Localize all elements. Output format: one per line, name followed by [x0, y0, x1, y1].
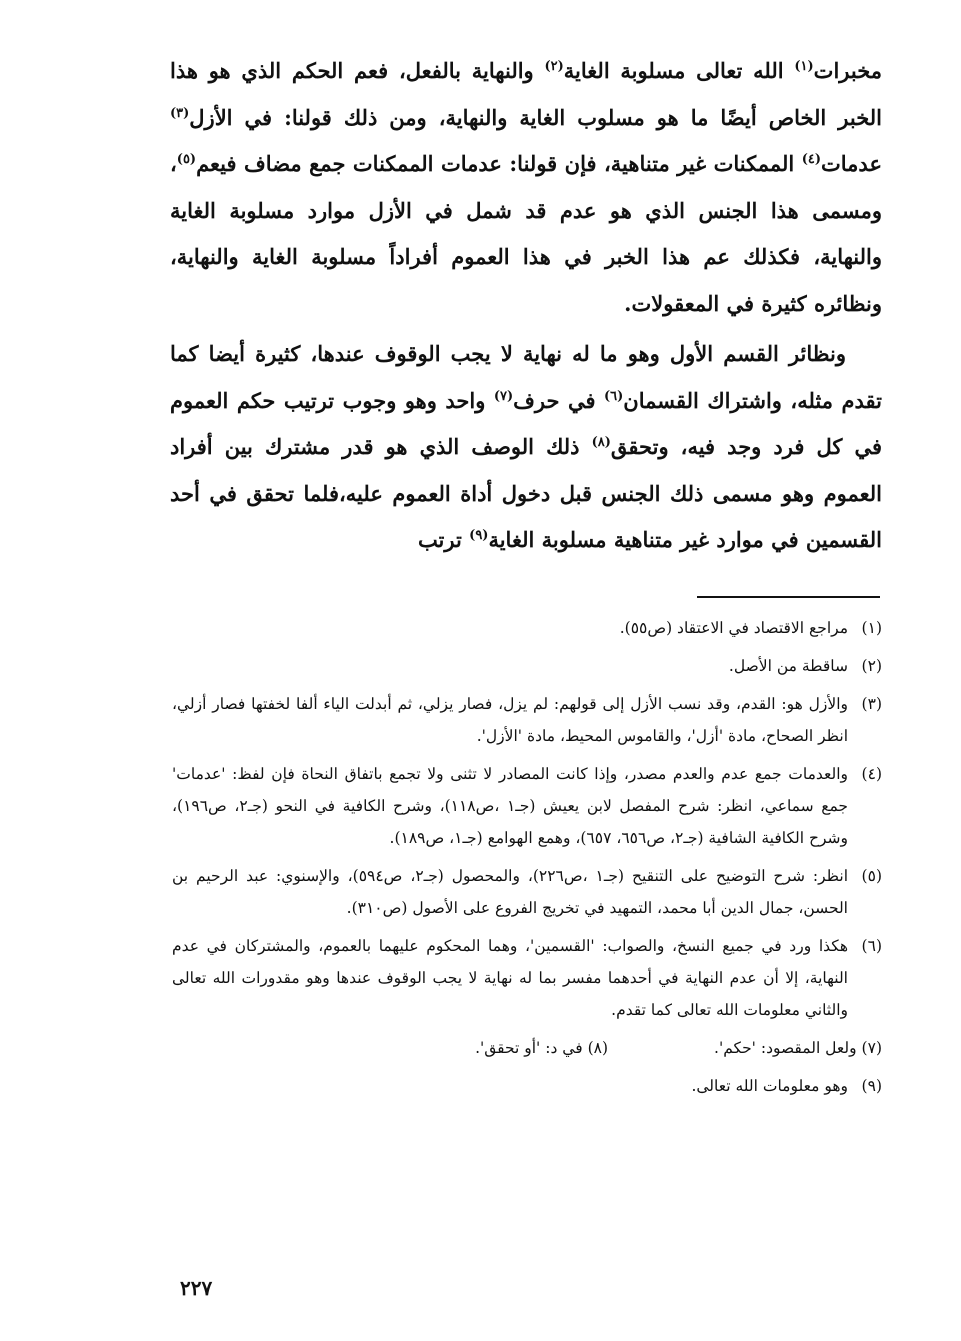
footnote-text: مراجع الاقتصاد في الاعتقاد (ص٥٥).	[619, 619, 848, 637]
footnote-number: (٩)	[861, 1077, 882, 1095]
text-run: ونظائر القسم الأول وهو ما له نهاية لا يجب الوقوف عندها، كثيرة أيضا كما تقدم مثله، واشتراك القسمان	[170, 341, 882, 413]
text-run: في حرف	[513, 387, 604, 413]
footnote-text: والعدمات جمع عدم والعدم مصدر، وإذا كانت المصادر لا تثنى ولا تجمع باتفاق النحاة فإن لفظ: 'عدمات' جمع سماعي، انظر: شرح المفصل لابن يعيش (جـ١ ،ص١١٨)، وشرح الكافية في النحو (جـ٢، ص١٩٦)، وشرح الكافية الشافية (جـ٢، ص٦٥٦، ٦٥٧)، وهمع الهوامع (جـ١، ص١٨٩).	[172, 765, 848, 847]
footnote-item	[172, 688, 882, 752]
footnote-ref: (٣)	[170, 105, 190, 121]
footnote-ref: (٥)	[176, 152, 197, 167]
footnote-text: في د: 'أو تحقق'.	[475, 1039, 583, 1057]
text-run: الممكنات غير متناهية، فإن قولنا: عدمات الممكنات جمع مضاف فيعم	[196, 151, 802, 176]
footnote-separator	[697, 596, 880, 598]
footnote-7	[714, 1032, 882, 1064]
footnote-text: انظر: شرح التوضيح على التنقيح (جـ١ ،ص٢٢٦)، والمحصول (جـ٢، ص٥٩٤)، والإسنوي: عبد الرحيم بن الحسن، جمال الدين أبا محمد، التمهيد في تخريج الفروع على الأصول (ص٣١٠).	[172, 867, 848, 917]
footnote-number: (٤)	[861, 765, 882, 783]
text-run: عدمات	[821, 151, 882, 176]
footnote-item	[172, 612, 882, 644]
footnote-ref: (١)	[794, 59, 814, 74]
main-text-body	[170, 48, 882, 564]
footnotes-section	[172, 612, 882, 1108]
footnote-number: (٦)	[861, 937, 882, 955]
footnote-ref: (٨)	[591, 435, 611, 450]
text-run: مخبرات	[813, 58, 883, 83]
footnote-number: (١)	[861, 619, 882, 637]
text-run: والنهاية بالفعل، فعم الحكم الذي هو هذا الخبر الخاص أيضًا ما هو مسلوب الغاية والنهاية، ومن ذلك قولنا: في الأزل	[170, 58, 882, 130]
text-run: ذلك الوصف الذي هو قدر مشترك بين أفراد العموم وهو مسمى ذلك الجنس قبل دخول أداة العموم عليه،فلما تحقق في أحد القسمين في موارد غير متناهية مسلوبة الغاية	[170, 434, 882, 552]
footnote-number: (٨)	[587, 1039, 609, 1057]
footnote-ref: (٦)	[603, 388, 624, 404]
text-run: ترتب	[417, 527, 470, 552]
footnote-text: والأزل هو: القدم، وقد نسب الأزل إلى قولهم: لم يزل، فصار يزلي، ثم أبدلت الياء ألفا لخفتها فصار أزلي، انظر الصحاح، مادة 'أزل'، والقاموس المحيط، مادة 'الأزل'.	[172, 695, 848, 745]
footnote-8	[475, 1032, 609, 1064]
text-run: الله تعالى مسلوبة الغاية	[563, 58, 795, 83]
footnote-ref: (٧)	[493, 388, 514, 404]
footnote-number: (٧)	[861, 1039, 882, 1057]
footnote-item	[172, 758, 882, 854]
footnote-text: ساقطة من الأصل.	[728, 657, 848, 675]
main-paragraph	[170, 331, 882, 564]
footnote-number: (٥)	[861, 867, 882, 885]
footnote-text: هكذا ورد في جميع النسخ، والصواب: 'القسمين'، وهما المحكوم عليهما بالعموم، والمشتركان في عدم النهاية، إلا أن عدم النهاية في أحدهما مفسر بما له نهاية لا يجب الوقوف عندها وهو مقدورات الله تعالى والثاني معلومات الله تعالى كما تقدم.	[172, 937, 848, 1019]
main-paragraph	[170, 48, 882, 327]
footnote-item	[172, 650, 882, 682]
footnote-item	[172, 860, 882, 924]
footnote-item	[172, 930, 882, 1026]
footnote-text: وهو معلومات الله تعالى.	[691, 1077, 848, 1095]
footnote-list	[172, 612, 882, 1026]
footnote-text: ولعل المقصود: 'حكم'.	[714, 1039, 857, 1057]
text-run: ، ومسمى هذا الجنس الذي هو عدم قد شمل في الأزل موارد مسلوبة الغاية والنهاية، فكذلك عم هذا الخبر في هذا العموم أفراداً مسلوبة الغاية والنهاية، ونظائره كثيرة في المعقولات.	[170, 151, 882, 316]
text-run: واحد وهو وجوب ترتيب حكم العموم في كل فرد وجد فيه، وتحقق	[170, 387, 882, 459]
page-number: ٢٢٧	[180, 1276, 213, 1300]
footnote-9	[172, 1070, 882, 1102]
footnote-ref: (٩)	[469, 528, 489, 543]
footnote-number: (٣)	[861, 695, 882, 713]
footnote-number: (٢)	[861, 657, 882, 675]
footnote-ref: (٢)	[544, 59, 564, 74]
footnote-pair-7-8	[172, 1032, 882, 1064]
footnote-ref: (٤)	[801, 152, 822, 167]
